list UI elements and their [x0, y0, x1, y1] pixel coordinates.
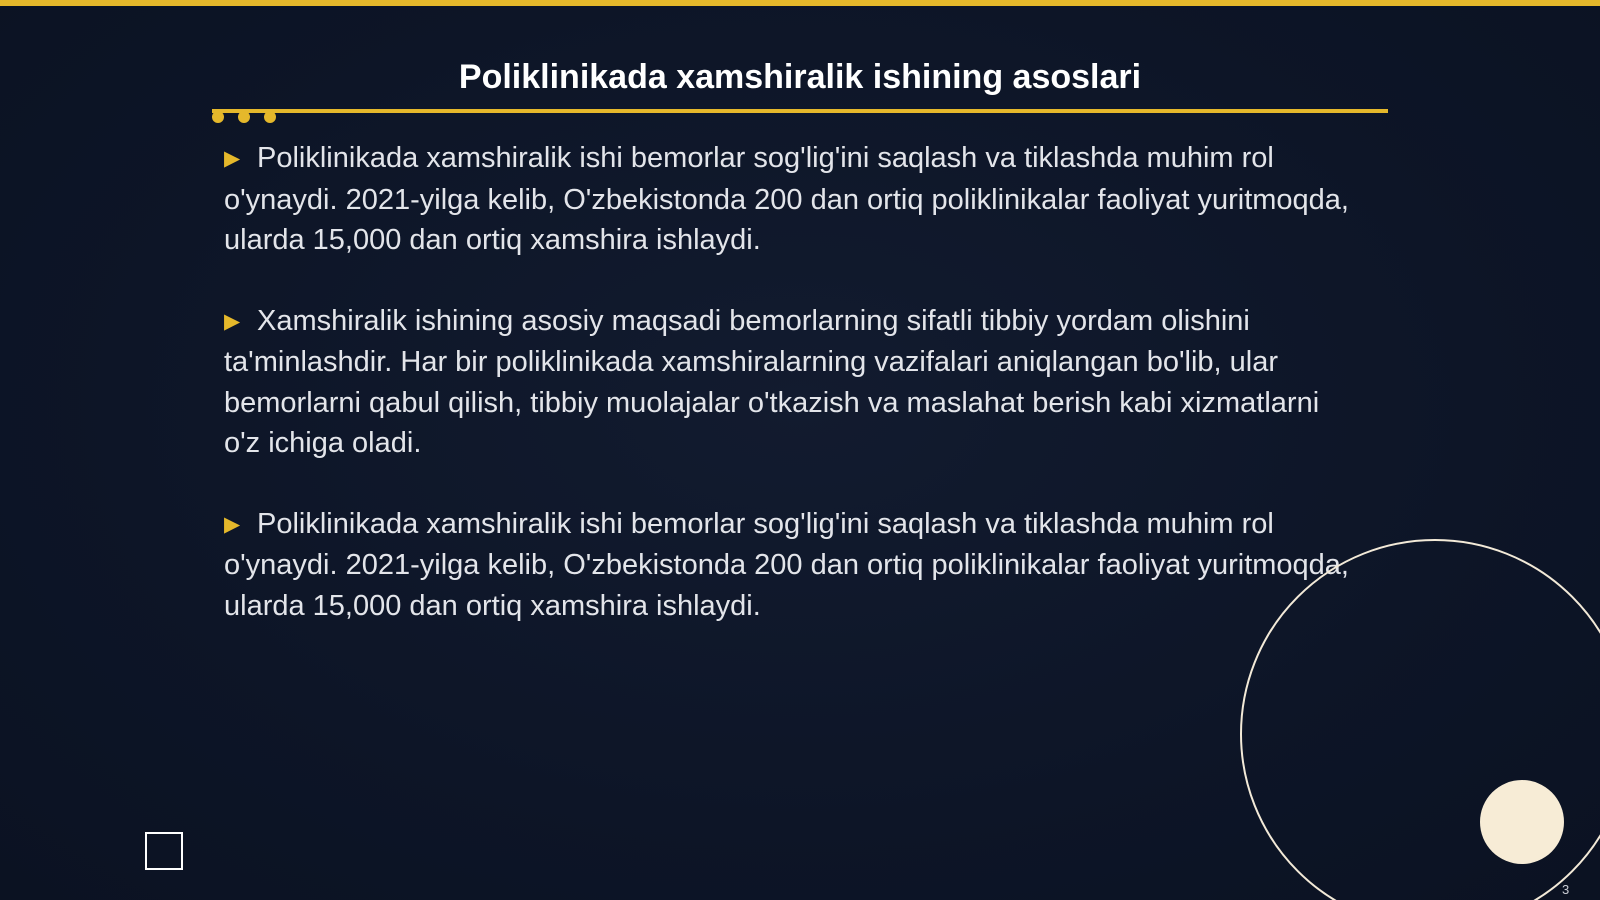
bullet-paragraph-1 — [224, 138, 1354, 261]
triangle-bullet-icon: ▶ — [224, 512, 241, 536]
triangle-bullet-icon: ▶ — [224, 309, 241, 333]
decorative-dot — [264, 111, 276, 123]
bullet-paragraph-3 — [224, 504, 1354, 627]
top-accent-bar — [0, 0, 1600, 6]
paragraph-text: Xamshiralik ishining asosiy maqsadi bemorlarning sifatli tibbiy yordam olishini ta'minlashdir. Har bir poliklinikada xamshiralarning vazifalari aniqlangan bo'lib, ular bemorlarni qabul qilish, tibbiy muolajalar o'tkazish va maslahat berish kabi xizmatlarni o'z ichiga oladi. — [224, 304, 1320, 459]
bullet-list — [224, 138, 1354, 666]
paragraph-text: Poliklinikada xamshiralik ishi bemorlar sog'lig'ini saqlash va tiklashda muhim rol o'ynaydi. 2021-yilga kelib, O'zbekistonda 200 dan ortiq poliklinikalar faoliyat yuritmoqda, ularda 15,000 dan ortiq xamshira ishlaydi. — [224, 507, 1349, 622]
paragraph-text: Poliklinikada xamshiralik ishi bemorlar sog'lig'ini saqlash va tiklashda muhim rol o'ynaydi. 2021-yilga kelib, O'zbekistonda 200 dan ortiq poliklinikalar faoliyat yuritmoqda, ularda 15,000 dan ortiq xamshira ishlaydi. — [224, 142, 1349, 256]
triangle-bullet-icon: ▶ — [224, 147, 241, 170]
decorative-dot — [238, 111, 250, 123]
decorative-square — [145, 832, 183, 870]
title-underline — [212, 109, 1388, 113]
slide-title: Poliklinikada xamshiralik ishining asoslari — [458, 58, 1142, 96]
decorative-circle-filled — [1480, 780, 1564, 864]
decorative-dot — [212, 111, 224, 123]
page-number: 3 — [1562, 882, 1570, 897]
bullet-paragraph-2 — [224, 301, 1354, 464]
